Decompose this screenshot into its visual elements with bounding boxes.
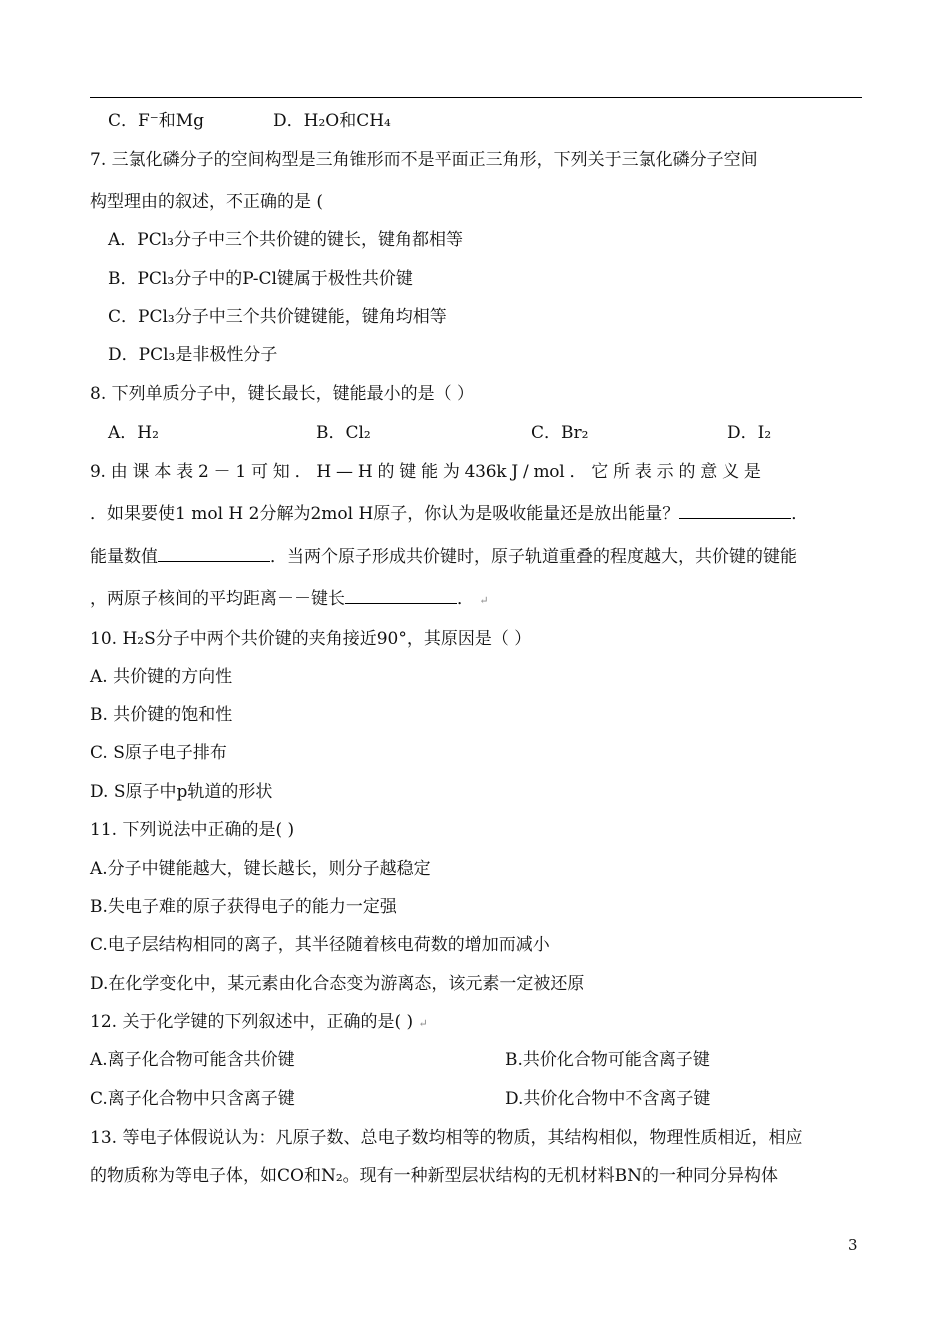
q10-option-c: C. S原子电子排布 bbox=[90, 743, 227, 763]
q9-answer-blank-1[interactable] bbox=[679, 518, 791, 519]
q9-line-2-text: ．如果要使1 mol H 2分解为2mol H原子，你认为是吸收能量还是放出能量？ bbox=[90, 504, 680, 524]
q9-answer-blank-3[interactable] bbox=[345, 603, 457, 604]
q11-option-d: D.在化学变化中，某元素由化合态变为游离态，该元素一定被还原 bbox=[90, 974, 585, 994]
q9-line-3-text-a: 能量数值 bbox=[90, 547, 158, 567]
q7-option-c: C．PCl₃分子中三个共价键键能，键角均相等 bbox=[108, 307, 447, 327]
q9-line-2 bbox=[90, 502, 808, 526]
q6-option-c: C．F⁻和Mg bbox=[108, 111, 205, 131]
q11-option-a: A.分子中键能越大，键长越长，则分子越稳定 bbox=[90, 859, 431, 879]
q9-line-4-text: ，两原子核间的平均距离－－键长 bbox=[90, 589, 345, 609]
q7-option-d: D．PCl₃是非极性分子 bbox=[108, 345, 278, 365]
q13-line-1: 13. 等电子体假说认为：凡原子数、总电子数均相等的物质，其结构相似，物理性质相近，相应 bbox=[90, 1128, 803, 1148]
q11-option-c: C.电子层结构相同的离子，其半径随着核电荷数的增加而减小 bbox=[90, 935, 550, 955]
q9-line-4-end: ． bbox=[457, 589, 474, 609]
q12-stem bbox=[90, 1010, 428, 1036]
q9-line-3 bbox=[90, 545, 797, 569]
q11-stem: 11. 下列说法中正确的是( ) bbox=[90, 820, 295, 840]
q8-option-d: D．I₂ bbox=[727, 423, 772, 443]
paragraph-mark: ↵ bbox=[418, 1017, 428, 1030]
paragraph-mark: ↵ bbox=[479, 594, 489, 607]
q8-option-b: B．Cl₂ bbox=[316, 423, 371, 443]
q13-line-2: 的物质称为等电子体，如CO和N₂。现有一种新型层状结构的无机材料BN的一种同分异构体 bbox=[90, 1166, 779, 1186]
q10-option-b: B. 共价键的饱和性 bbox=[90, 705, 233, 725]
header-rule bbox=[90, 97, 862, 98]
q10-option-d: D. S原子中p轨道的形状 bbox=[90, 782, 273, 802]
q7-option-b: B．PCl₃分子中的P-Cl键属于极性共价键 bbox=[108, 269, 413, 289]
q12-option-d: D.共价化合物中不含离子键 bbox=[505, 1089, 711, 1109]
q9-line-2-end: ． bbox=[791, 504, 809, 524]
q12-stem-text: 12. 关于化学键的下列叙述中，正确的是( ) bbox=[90, 1012, 414, 1032]
q12-option-a: A.离子化合物可能含共价键 bbox=[90, 1050, 295, 1070]
q7-option-a: A．PCl₃分子中三个共价键的键长，键角都相等 bbox=[108, 230, 463, 250]
q7-stem-line-2: 构型理由的叙述，不正确的是 ( bbox=[90, 192, 324, 212]
q6-option-d: D．H₂O和CH₄ bbox=[273, 111, 391, 131]
q8-option-a: A．H₂ bbox=[108, 423, 159, 443]
q9-line-3-text-b: ．当两个原子形成共价键时，原子轨道重叠的程度越大，共价键的键能 bbox=[270, 547, 797, 567]
q12-option-c: C.离子化合物中只含离子键 bbox=[90, 1089, 295, 1109]
q7-stem-line-1: 7. 三氯化磷分子的空间构型是三角锥形而不是平面正三角形，下列关于三氯化磷分子空间 bbox=[90, 150, 758, 170]
q10-stem: 10. H₂S分子中两个共价键的夹角接近90°，其原因是（ ） bbox=[90, 629, 532, 649]
q8-stem: 8. 下列单质分子中，键长最长，键能最小的是（ ） bbox=[90, 384, 475, 404]
q12-option-b: B.共价化合物可能含离子键 bbox=[505, 1050, 710, 1070]
q10-option-a: A. 共价键的方向性 bbox=[90, 667, 233, 687]
q9-answer-blank-2[interactable] bbox=[158, 561, 270, 562]
q9-line-4 bbox=[90, 587, 489, 613]
q11-option-b: B.失电子难的原子获得电子的能力一定强 bbox=[90, 897, 397, 917]
q9-line-1: 9. 由 课 本 表 2 － 1 可 知 ． H — H 的 键 能 为 436k J / mol ． 它 所 表 示 的 意 义 是 bbox=[90, 462, 761, 482]
q8-option-c: C．Br₂ bbox=[531, 423, 589, 443]
page-number: 3 bbox=[848, 1236, 858, 1254]
